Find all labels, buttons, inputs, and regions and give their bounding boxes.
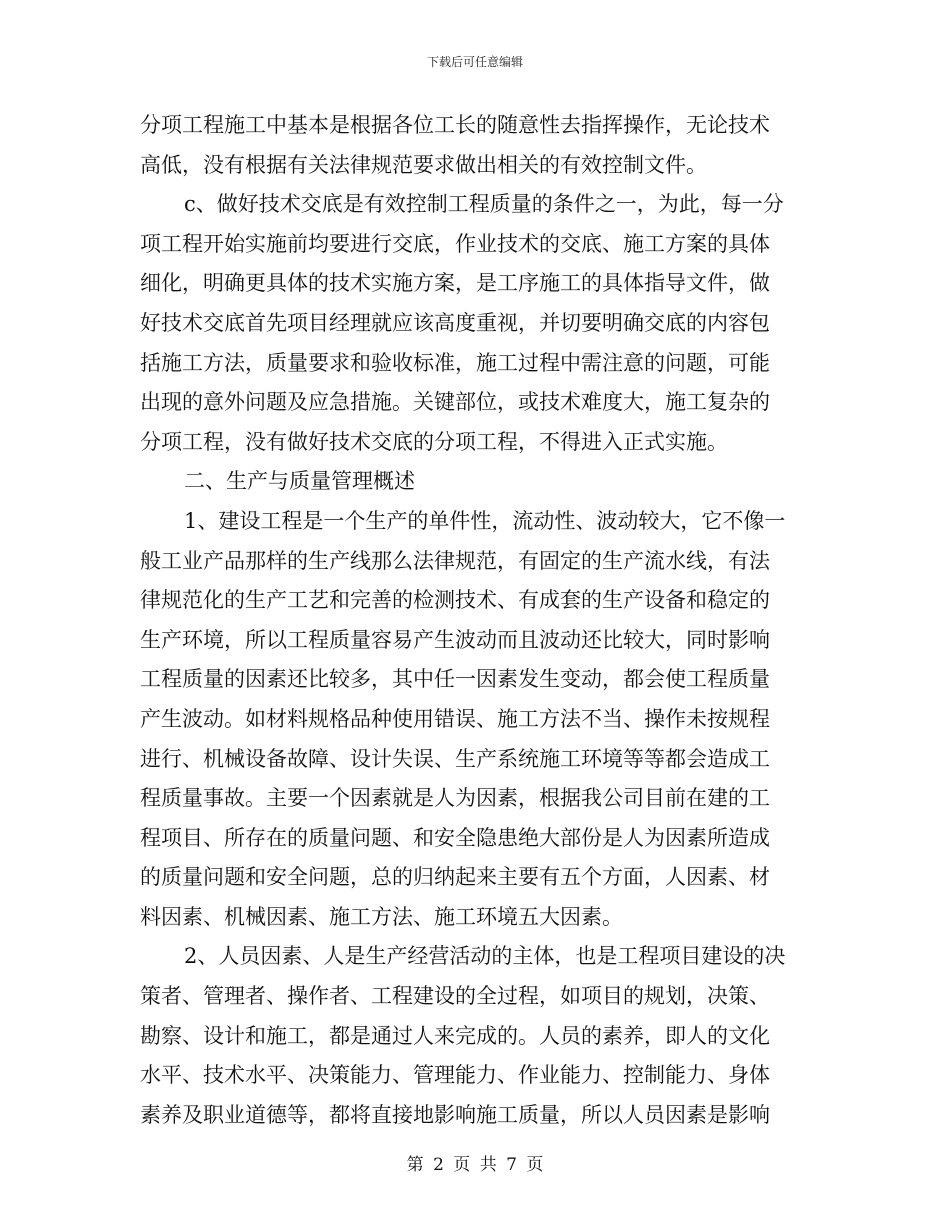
text-line: 勘察、设计和施工，都是通过人来完成的。人员的素养，即人的文化 [140, 1023, 770, 1048]
text-line: 细化，明确更具体的技术实施方案，是工序施工的具体指导文件，做 [140, 271, 770, 296]
text-line: 素养及职业道德等，都将直接地影响施工质量，所以人员因素是影响 [140, 1102, 770, 1127]
text-line: 分项工程，没有做好技术交底的分项工程，不得进入正式实施。 [140, 429, 728, 454]
text-line: 2、人员因素、人是生产经营活动的主体，也是工程项目建设的决 [184, 944, 786, 969]
text-line: 1、建设工程是一个生产的单件性，流动性、波动较大，它不像一 [184, 508, 786, 533]
text-line: 产生波动。如材料规格品种使用错误、施工方法不当、操作未按规程 [140, 706, 770, 731]
text-line: 的质量问题和安全问题，总的归纳起来主要有五个方面，人因素、材 [140, 865, 770, 890]
paragraph [140, 937, 812, 1135]
page-number-footer: 第 2 页 共 7 页 [406, 1155, 544, 1175]
paragraph [140, 106, 812, 185]
text-line: 般工业产品那样的生产线那么法律规范，有固定的生产流水线，有法 [140, 548, 770, 573]
paragraph [140, 185, 812, 462]
text-line: 好技术交底首先项目经理就应该高度重视，并切要明确交底的内容包 [140, 310, 770, 335]
page-header: 下载后可任意编辑 [426, 55, 523, 69]
text-line: 工程质量的因素还比较多，其中任一因素发生变动，都会使工程质量 [140, 667, 770, 692]
text-line: 出现的意外问题及应急措施。关键部位，或技术难度大，施工复杂的 [140, 390, 770, 415]
text-line: 二、生产与质量管理概述 [184, 469, 415, 494]
text-line: c、做好技术交底是有效控制工程质量的条件之一，为此，每一分 [184, 192, 784, 217]
text-line: 料因素、机械因素、施工方法、施工环境五大因素。 [140, 904, 623, 929]
text-line: 项工程开始实施前均要进行交底，作业技术的交底、施工方案的具体 [140, 231, 770, 256]
text-line: 程质量事故。主要一个因素就是人为因素，根据我公司目前在建的工 [140, 786, 770, 811]
text-line: 律规范化的生产工艺和完善的检测技术、有成套的生产设备和稳定的 [140, 588, 770, 613]
paragraph [140, 502, 812, 938]
text-line: 生产环境，所以工程质量容易产生波动而且波动还比较大，同时影响 [140, 627, 770, 652]
text-line: 分项工程施工中基本是根据各位工长的随意性去指挥操作，无论技术 [140, 113, 770, 137]
text-line: 策者、管理者、操作者、工程建设的全过程，如项目的规划，决策、 [140, 984, 770, 1009]
document-body [140, 106, 812, 1135]
text-line: 进行、机械设备故障、设计失误、生产系统施工环境等等都会造成工 [140, 746, 770, 771]
paragraph [140, 462, 812, 502]
text-line: 程项目、所存在的质量问题、和安全隐患绝大部份是人为因素所造成 [140, 825, 770, 850]
text-line: 括施工方法，质量要求和验收标准，施工过程中需注意的问题，可能 [140, 350, 770, 375]
text-line: 水平、技术水平、决策能力、管理能力、作业能力、控制能力、身体 [140, 1063, 770, 1088]
text-line: 高低，没有根据有关法律规范要求做出相关的有效控制文件。 [140, 152, 707, 177]
